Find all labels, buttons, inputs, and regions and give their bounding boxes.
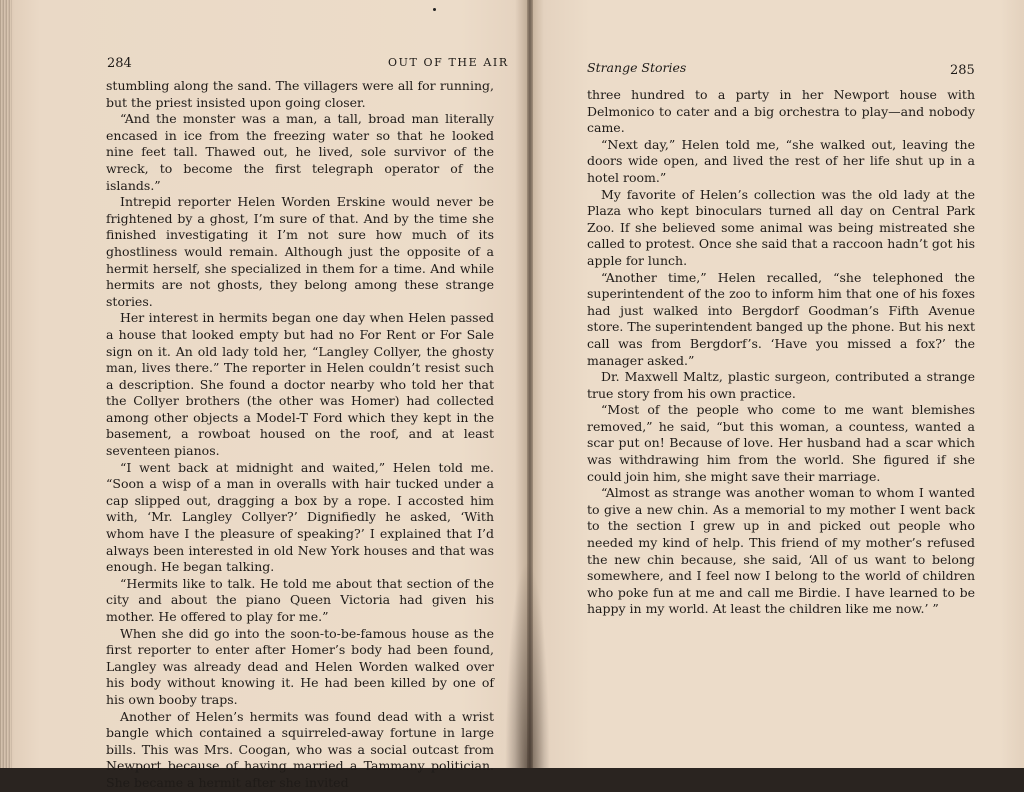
page-number: 284 [107,56,132,71]
paragraph: My favorite of Helen’s collection was the old lady at the Plaza who kept binoculars turned all day on Central Park Zoo. If she believed some animal was being mistreated she called to protest. Once she said that a raccoon hadn’t got his apple for lunch. [587,186,975,268]
paragraph: “Hermits like to talk. He told me about that section of the city and about the piano Queen Victoria had given his mother. He offered to play for me.” [106,575,494,624]
body-text [587,87,975,618]
right-page [530,0,1024,768]
paragraph: “And the monster was a man, a tall, broad man literally encased in ice from the freezing water so that he looked nine feet tall. Thawed out, he lived, sole survivor of the wreck, to become the first telegraph operator of the islands.” [106,111,494,193]
paragraph: “Next day,” Helen told me, “she walked out, leaving the doors wide open, and lived the rest of her life shut up in a hotel room.” [587,136,975,185]
paragraph: three hundred to a party in her Newport house with Delmonico to cater and a big orchestra to play—and nobody came. [587,87,975,136]
ink-speck [433,8,436,11]
paragraph: “Another time,” Helen recalled, “she telephoned the superintendent of the zoo to inform him that one of his foxes had just walked into Bergdorf Goodman’s Fifth Avenue store. The superintendent banged up the phone. But his next call was from Bergdorf’s. ‘Have you missed a fox?’ the manager asked.” [587,269,975,368]
paragraph: stumbling along the sand. The villagers were all for running, but the priest insisted upon going closer. [106,78,494,110]
page-edges [0,0,12,768]
running-head: OUT OF THE AIR [388,56,509,69]
body-text [106,78,494,792]
paragraph: Dr. Maxwell Maltz, plastic surgeon, contributed a strange true story from his own practice. [587,369,975,401]
running-head: Strange Stories [587,60,687,75]
paragraph: Her interest in hermits began one day when Helen passed a house that looked empty but had no For Rent or For Sale sign on it. An old lady told her, “Langley Collyer, the ghosty man, lives there.” The reporter in Helen couldn’t resist such a description. She found a doctor nearby who told her that the Collyer brothers (the other was Homer) had collected among other objects a Model-T Ford which they kept in the basement, a rowboat housed on the roof, and at least seventeen pianos. [106,310,494,459]
paragraph: “Most of the people who come to me want blemishes removed,” he said, “but this woman, a countess, wanted a scar put on! Because of love. Her husband had a scar which was withdrawing him from the world. She figured if she could join him, she might save their marriage. [587,402,975,484]
paragraph: When she did go into the soon-to-be-famous house as the first reporter to enter after Homer’s body had been found, Langley was already dead and Helen Worden walked over his body without knowing it. He had been killed by one of his own booby traps. [106,625,494,707]
paragraph: “I went back at midnight and waited,” Helen told me. “Soon a wisp of a man in overalls with hair tucked under a cap slipped out, dragging a box by a rope. I accosted him with, ‘Mr. Langley Collyer?’ Dignifiedly he asked, ‘With whom have I the pleasure of speaking?’ I explained that I’d always been interested in old New York houses and that was enough. He began talking. [106,459,494,575]
gutter-shadow [505,560,550,768]
page-number: 285 [950,63,975,78]
paragraph: Intrepid reporter Helen Worden Erskine would never be frightened by a ghost, I’m sure of that. And by the time she finished investigating it I’m not sure how much of its ghostliness would remain. Although just the opposite of a hermit herself, she specialized in them for a time. And while hermits are not ghosts, they belong among these strange stories. [106,194,494,309]
paragraph: Another of Helen’s hermits was found dead with a wrist bangle which contained a squirreled-away fortune in large bills. This was Mrs. Coogan, who was a social outcast from Newport because of having married a Tammany politician. She became a hermit after she invited [106,708,494,790]
paragraph: “Almost as strange was another woman to whom I wanted to give a new chin. As a memorial to my mother I went back to the section I grew up in and picked out people who needed my kind of help. This friend of my mother’s refused the new chin because, she said, ‘All of us want to belong somewhere, and I feel now I belong to the world of children who poke fun at me and call me Birdie. I have learned to be happy in my world. At least the children like me now.’ ” [587,485,975,617]
